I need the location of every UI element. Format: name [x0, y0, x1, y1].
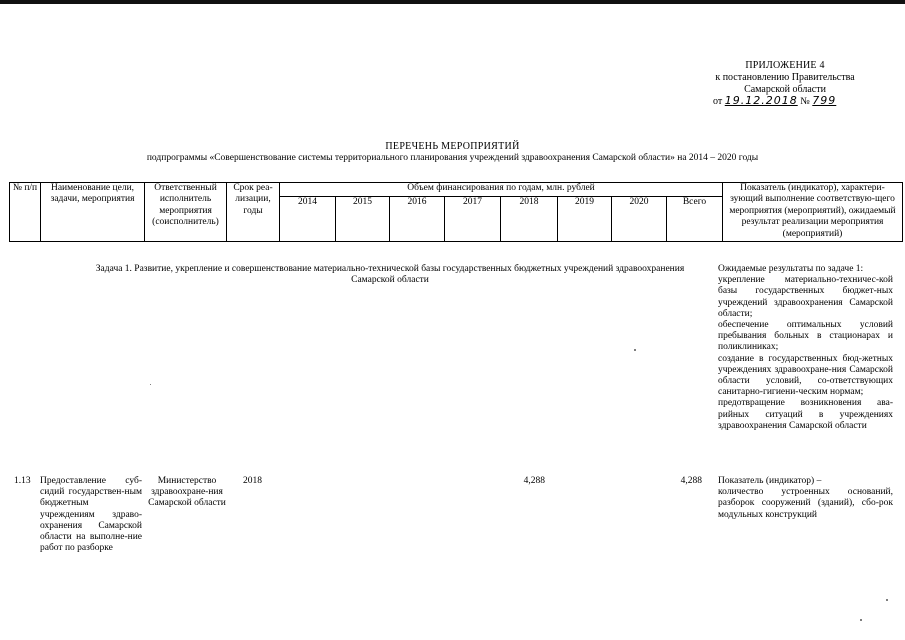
- scan-top-border: [0, 0, 905, 4]
- row-value-2018: 4,288: [523, 476, 545, 486]
- expected-item: обеспечение оптимальных условий пребывания больных в стационарах и поликлиниках;: [718, 320, 893, 353]
- task-heading: Задача 1. Развитие, укрепление и совершенствование материально-технической базы государственных бюджетных учреждений здравоохранения Самарской области: [95, 264, 685, 286]
- row-number: 1.13: [14, 476, 31, 486]
- expected-item: создание в государственных бюд-жетных учреждениях здравоохране-ния Самарской области условий, со-ответствующих санитарно-гигиени-ческим нормам;: [718, 353, 893, 398]
- row-executor: Министерство здравоохране-ния Самарской области: [148, 476, 226, 509]
- header-executor: Ответственный исполнитель мероприятия (соисполнитель): [145, 183, 227, 242]
- appendix-line-1: к постановлению Правительства: [715, 71, 855, 83]
- number-prefix: №: [800, 96, 810, 108]
- scan-speck: [886, 599, 888, 601]
- document-subtitle: подпрограммы «Совершенствование системы территориального планирования учреждений здравоохранения Самарской области» на 2014 – 2020 годы: [146, 153, 759, 163]
- scan-speck: [860, 619, 862, 621]
- row-indicator: [718, 476, 893, 521]
- document-title: ПЕРЕЧЕНЬ МЕРОПРИЯТИЙ: [385, 141, 520, 152]
- header-total: Всего: [667, 197, 723, 242]
- row-name: Предоставление суб-сидий государствен-ным бюджетным учреждениям здраво-охранения Самарской области на выполне-ние работ по разборке: [40, 476, 142, 554]
- header-year-2020: 2020: [612, 197, 667, 242]
- expected-item: предотвращение возникновения ава-рийных ситуаций в учреждениях здравоохранения Самарской области: [718, 398, 893, 431]
- row-indicator-title: Показатель (индикатор) –: [718, 476, 822, 486]
- handwritten-date: 19.12.2018: [724, 94, 798, 108]
- scan-speck: [150, 384, 151, 385]
- expected-results: [718, 264, 893, 432]
- appendix-date-line: [705, 95, 865, 108]
- header-num: № п/п: [10, 183, 41, 242]
- header-year-2019: 2019: [558, 197, 612, 242]
- handwritten-number: 799: [812, 94, 837, 108]
- scan-speck: [634, 349, 636, 351]
- appendix-title: ПРИЛОЖЕНИЕ 4: [745, 60, 825, 71]
- expected-lead: Ожидаемые результаты по задаче 1:: [718, 264, 864, 274]
- appendix-block: [705, 60, 865, 108]
- header-indicator: Показатель (индикатор), характери-зующий выполнение соответствую-щего мероприятия (мероприятий), ожидаемый результат реализации мероприятия (мероприятий): [723, 183, 903, 242]
- header-name: Наименование цели, задачи, мероприятия: [41, 183, 145, 242]
- measures-header-table: [9, 182, 903, 242]
- appendix-line-2: Самарской области: [744, 83, 826, 95]
- header-term: Срок реа-лизации, годы: [227, 183, 280, 242]
- header-funding: Объем финансирования по годам, млн. рублей: [280, 183, 723, 197]
- date-prefix: от: [713, 96, 723, 108]
- header-year-2014: 2014: [280, 197, 336, 242]
- header-year-2016: 2016: [390, 197, 445, 242]
- header-year-2015: 2015: [336, 197, 390, 242]
- row-term: 2018: [243, 476, 262, 486]
- expected-item: укрепление материально-техничес-кой базы государственных бюджет-ных учреждений здравоохранения Самарской области;: [718, 275, 893, 319]
- header-year-2017: 2017: [445, 197, 501, 242]
- header-year-2018: 2018: [501, 197, 558, 242]
- row-indicator-text: количество устроенных оснований, разборок сооружений (зданий), сбо-рок модульных конструкций: [718, 487, 893, 520]
- row-value-total: 4,288: [680, 476, 702, 486]
